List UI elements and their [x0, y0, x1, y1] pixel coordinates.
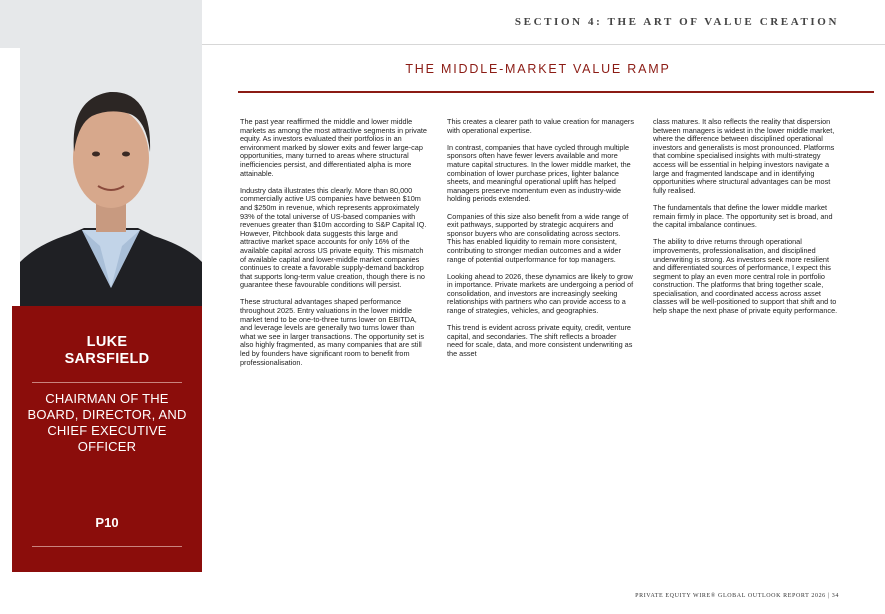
top-left-band — [0, 0, 202, 48]
paragraph: Industry data illustrates this clearly. More than 80,000 commercially active US companies have between $10m and $250m in revenue, which represents approximately 93% of the total universe of US-based companies with revenues greater than $10m according to S&P Capital IQ. However, Pitchbook data suggests this large and attractive market space accounts for only 16% of the available capital across US private equity. This mismatch of available capital and lower-middle market companies continues to create a favorable supply-demand backdrop that supports long-term value creation, though there is no guarantee these favourable conditions will persist. — [240, 185, 427, 290]
paragraph: This creates a clearer path to value creation for managers with operational expertise. — [447, 117, 634, 135]
person-last-name: SARSFIELD — [64, 351, 150, 367]
person-first-name: LUKE — [86, 334, 128, 350]
paragraph: Looking ahead to 2026, these dynamics are likely to grow in importance. Private markets are undergoing a period of consolidation, and investors are increasingly seeking relationships with partners who can provide access to a range of strategies, vehicles, and geographies. — [447, 271, 634, 316]
paragraph: The fundamentals that define the lower middle market remain firmly in place. The opportunity set is broad, and the capital imbalance continues. — [653, 202, 833, 230]
profile-card — [12, 306, 202, 572]
person-role: CHAIRMAN OF THE BOARD, DIRECTOR, AND CHIEF EXECUTIVE OFFICER — [27, 391, 187, 454]
person-name — [12, 334, 202, 368]
divider — [32, 546, 182, 547]
paragraph: In contrast, companies that have cycled through multiple sponsors often have fewer levers available and more mature capital structures. In the lower middle market, the combination of lower purchase prices, lighter balance sheets, and meaningful operational uplift has helped managers preserve momentum even as industry-wide holding periods extended. — [447, 142, 631, 204]
text-column-2 — [447, 118, 634, 367]
paragraph: These structural advantages shaped performance throughout 2025. Entry valuations in the lower middle market tend to be one-to-three turns lower on EBITDA, and leverage levels are generally two turns lower than what we see in larger transactions. The opportunity set is also highly fragmented, as many companies that are still led by founders have significant room to benefit from professionalisation. — [240, 297, 425, 367]
paragraph: This trend is evident across private equity, credit, venture capital, and secondaries. The shift reflects a broader need for scale, data, and more consistent underwriting as the asset — [447, 323, 633, 359]
text-column-3 — [653, 118, 840, 324]
paragraph: The ability to drive returns through operational improvements, professionalisation, and disciplined underwriting is strong. As investors seek more resilient and differentiated sources of performance, I expect this segment to play an even more central role in portfolio construction. The platforms that bring together scale, specialisation, and coordinated access across asset classes will be well-positioned to support that shift and to help shape the next phase of private equity performance. — [653, 237, 838, 316]
paragraph: class matures. It also reflects the reality that dispersion between managers is widest in the lower middle market, where the difference between disciplined operational investors and generalists is most pronounced. Platforms that combine specialised insights with multi-strategy access will be essential in helping investors navigate a large and fragmented landscape and in identifying opportunities where structural advantages can be most fully realised. — [653, 117, 835, 195]
paragraph: Companies of this size also benefit from a wide range of exit pathways, supported by strategic acquirers and sponsor buyers who are consolidating across sectors. This has enabled liquidity to remain more consistent, contributing to stronger median outcomes and a wider range of potential outperformance for top managers. — [447, 211, 629, 264]
text-column-1 — [240, 118, 427, 376]
page-footer: PRIVATE EQUITY WIRE® GLOBAL OUTLOOK REPORT 2026 | 34 — [635, 593, 839, 599]
header-rule — [202, 44, 885, 45]
paragraph: The past year reaffirmed the middle and lower middle markets as among the most attractive segments in private equity. As investors evaluated their portfolios in an environment marked by slower exits and fewer large-cap opportunities, many turned to areas where structural inefficiencies persist, and differentiated alpha is more attainable. — [240, 117, 427, 178]
company-name: P10 — [95, 515, 119, 530]
article-title: THE MIDDLE-MARKET VALUE RAMP — [405, 62, 671, 76]
title-rule — [238, 91, 874, 93]
section-heading: SECTION 4: THE ART OF VALUE CREATION — [514, 16, 839, 28]
portrait-photo — [20, 48, 202, 306]
divider — [32, 382, 182, 383]
